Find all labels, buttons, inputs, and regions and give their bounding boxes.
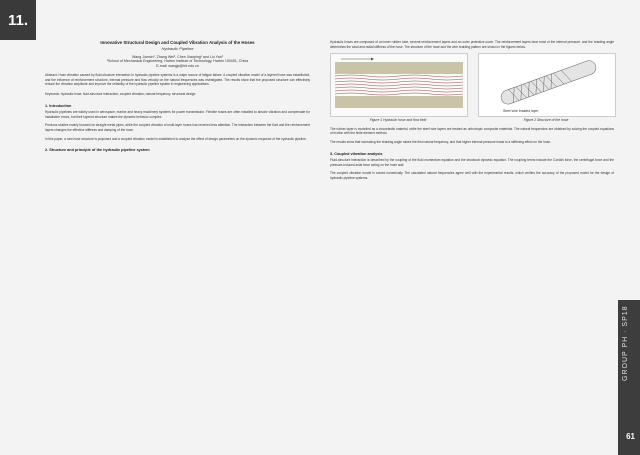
paper-subtitle: Hydraulic Pipeline — [161, 45, 194, 51]
hose-flow-diagram — [330, 53, 468, 117]
paragraph: In this paper, a new hose structure is proposed and a coupled vibration model is established to analyse the effect of design parameters on the dynamic response of the hydraulic pipeline. — [45, 136, 307, 141]
figure-1-caption: Figure 1 Hydraulic hose and flow field — [369, 118, 427, 123]
left-column — [45, 40, 310, 155]
paragraph: The coupled vibration model is solved numerically. The calculated natural frequencies agree well with the experimental results, which verifies the accuracy of the proposed model for the design of hydraulic pipeline systems. — [330, 171, 614, 180]
hose-layer-label: Steel wire braided layer — [503, 108, 539, 113]
paper-title: Innovative Structural Design and Coupled Vibration Analysis of the Hoses — [100, 40, 255, 45]
spine-label: GROUP PH · SP18 — [622, 305, 629, 381]
affiliation: ¹School of Mechanical Engineering, Harbin Institute of Technology, Harbin 150001, China — [106, 59, 249, 64]
paragraph: Fluid-structure interaction is described by the coupling of the fluid momentum equation and the structural dynamic equation. The coupling terms include the Coriolis force, the centrifugal force and the pressure-induced axial force acting on the hose wall. — [330, 158, 614, 167]
figure-2 — [478, 53, 614, 123]
paragraph: The rubber layer is modelled as a viscoelastic material, while the steel wire layers are treated as orthotropic composite materials. The natural frequencies are obtained by solving the coupled equations of motion with the finite element method. — [330, 126, 614, 136]
abstract: Abstract: Hose vibration caused by fluid-structure interaction in hydraulic pipeline systems is a major source of fatigue failure. A coupled vibration model of a layered hose was established, and the influence of reinforcement structure, internal pressure and flow velocity on the natural frequencies was investigated. The results show that the proposed structure can effectively reduce the vibration amplitude and improve the reliability of the hydraulic pipeline system in engineering applications. — [45, 73, 310, 87]
section-heading: 3. Coupled vibration analysis — [330, 151, 383, 156]
chapter-number-tab: 11. — [0, 0, 36, 40]
author-list: Wang Jianxin¹, Zhang Wei², Chen Xiaoping¹ and Liu Yan³ — [132, 54, 223, 59]
paragraph: The results show that increasing the braiding angle raises the first natural frequency, and that higher internal pressure leads to a stiffening effect on the hose. — [330, 139, 551, 144]
hose-structure-diagram — [478, 53, 616, 117]
contact-email: E-mail: wangjx@hit.edu.cn — [156, 63, 199, 68]
figure-row — [330, 53, 614, 123]
keywords: Keywords: hydraulic hose; fluid-structure interaction; coupled vibration; natural frequency; structural design — [45, 92, 196, 97]
paragraph: Previous studies mainly focused on straight metal pipes, while the coupled vibration of multi-layer hoses has received less attention. The interaction between the fluid and the reinforcement layers changes the effective stiffness and damping of the hose. — [45, 123, 310, 133]
paragraph: Hydraulic pipelines are widely used in aerospace, marine and heavy machinery systems for power transmission. Flexible hoses are often installed to absorb vibration and compensate for installation errors, but their layered structure makes the dynamic behavior complex. — [45, 110, 310, 119]
figure-2-caption: Figure 2 Structure of the hose — [523, 118, 569, 123]
paragraph: Hydraulic hoses are composed of an inner rubber tube, several reinforcement layers and an outer protective cover. The reinforcement layers bear most of the internal pressure, and the braiding angle determines the axial and radial stiffness of the hose. The structure of the hose and the wire braiding pattern are shown in the figures below. — [330, 40, 614, 49]
section-heading: 2. Structure and principle of the hydraulic pipeline system — [45, 148, 150, 153]
section-heading: 1. Introduction — [45, 103, 72, 108]
right-column — [330, 40, 614, 185]
page-number: 61 — [626, 432, 635, 441]
figure-1 — [330, 53, 466, 123]
